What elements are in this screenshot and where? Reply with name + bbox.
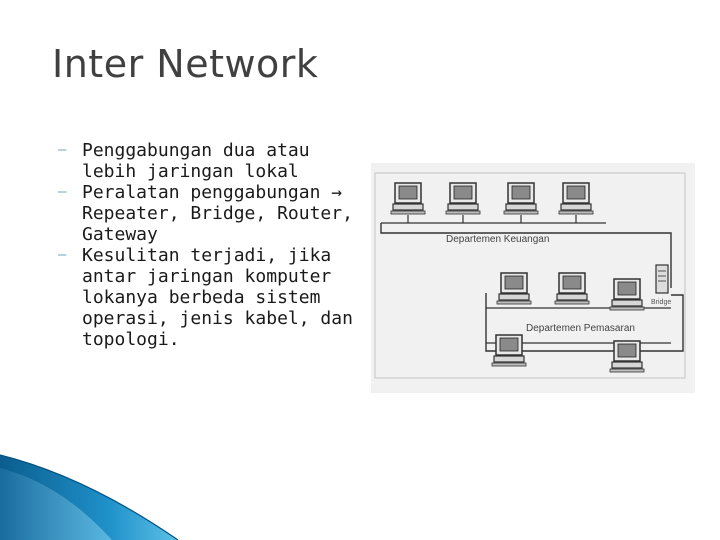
bullet-text: Kesulitan terjadi, jika antar jaringan komputer lokanya berbeda sistem operasi, jenis kabel, dan topologi.	[82, 245, 353, 350]
department-label-top: Departemen Keuangan	[446, 234, 550, 245]
bridge-label: Bridge	[651, 299, 672, 306]
department-label-bottom: Departemen Pemasaran	[526, 323, 635, 334]
slide-title: Inter Network	[52, 42, 319, 86]
bullet-text: Peralatan penggabungan → Repeater, Bridge, Router, Gateway	[82, 182, 353, 245]
bullet-marker: –	[58, 247, 67, 263]
bullet-text: Penggabungan dua atau lebih jaringan lokal	[82, 140, 310, 182]
bullet-marker: –	[58, 184, 67, 200]
bullet-marker: –	[58, 142, 67, 158]
